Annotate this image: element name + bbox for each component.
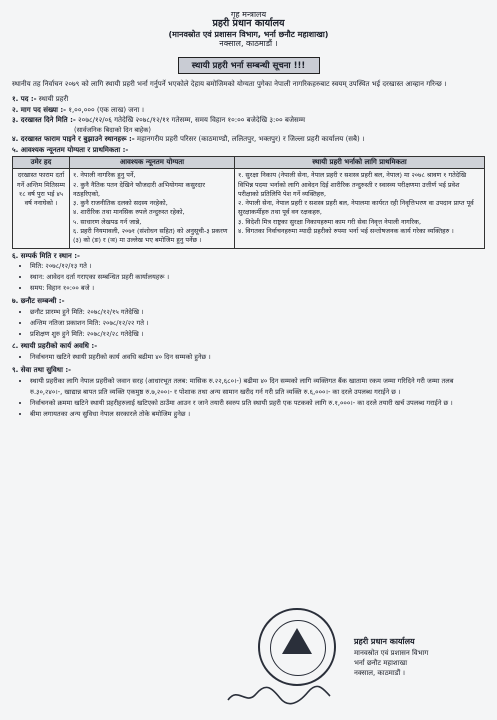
item-label: १. पद :-: [12, 95, 37, 104]
list-item: • निर्वाचनको क्रममा खटिने स्थायी प्रहरीहरुलाई खटिएको ठाउँमा आउन र जाने तयारी स्वरुप प्रति स्थायी प्रहरी एक पटकको लागि रु.१,०००।- का दरले तयारी खर्च उपलब्ध गराईने छ ।: [30, 398, 485, 409]
item-label: ४. दरखास्त फाराम पाइने र बुझाउने स्थानहरू :-: [12, 135, 135, 144]
priority-item: ३. विदेशी मित्र राष्ट्रका सुरक्षा निकायहरुमा काम गरी सेवा निवृत्त नेपाली नागरिक,: [238, 217, 421, 226]
department-name: (मानवस्रोत एवं प्रशासन विभाग, भर्ना छनौट महाशाखा): [168, 30, 329, 40]
item-value: १,००,००० (एक लाख) जना ।: [66, 105, 145, 114]
item-application-place: [12, 134, 485, 145]
item-vacancy: [12, 105, 485, 116]
list-item: • मिति: २०७८/१२/१३ गते ।: [30, 261, 485, 272]
list-item: • बीमा लगायतका अन्य सुविधा नेपाल सरकारले तोके बमोजिम हुनेछ ।: [30, 409, 360, 420]
item-date-note: (सार्वजनिक बिदाको दिन बाहेक): [74, 125, 151, 134]
seal-emblem-icon: [282, 628, 312, 654]
contact-section-heading: ६. सम्पर्क मिति र स्थान :-: [12, 251, 80, 260]
item-value: २०७८/१२/०६ गतेदेखि २०७८/१२/११ गतेसम्म, समय विहान १०:०० बजेदेखि ३:०० बजेसम्म: [75, 116, 306, 125]
duration-list: [12, 352, 485, 363]
item-value: स्थायी प्रहरी: [36, 95, 69, 104]
list-item: • अन्तिम नतिजा प्रकाशन मिति: २०७८/१२/२२ गते ।: [30, 318, 485, 329]
qualification-item: २. कुनै नैतिक पतन देखिने फौजदारी अभियोगमा कसुरदार नठहरिएको,: [73, 180, 206, 198]
qualification-item: ६. प्रहरी नियमावली, २०७१ (संशोधन सहित) को अनुसूची-३ प्रकरण (३) को (ङ) र (ञ) मा उल्लेख भए बमोजिम हुनु पर्नेछ ।: [73, 227, 228, 245]
item-label: ५. आवश्यक न्यूनतम योग्यता र प्राथमिकता :-: [12, 145, 129, 154]
item-qualification-heading: [12, 145, 485, 156]
header-qualification: आवश्यक न्यूनतम योग्यता: [70, 157, 235, 169]
footer-line: भर्ना छनौट महाशाखा: [354, 658, 408, 667]
age-limit-cell: दरखास्त फाराम दर्ता गर्ने अन्तिम मितिसम्म १८ वर्ष पुरा भई ४५ वर्ष ननाघेको ।: [13, 169, 70, 248]
signature-stroke: [228, 686, 330, 703]
contact-list: [12, 261, 485, 294]
footer-line: नक्साल, काठमाडौं ।: [354, 668, 406, 677]
office-seal: [258, 608, 336, 686]
qualification-cell: [70, 169, 235, 248]
table-header-row: [13, 157, 485, 169]
duration-section-heading: ८. स्थायी प्रहरीको कार्य अवधि :-: [12, 342, 98, 351]
list-item: • निर्वाचनमा खटिने स्थायी प्रहरीको कार्य अवधि बढीमा ४० दिन सम्मको हुनेछ ।: [30, 352, 485, 363]
signature: [224, 682, 334, 708]
benefits-list: [12, 376, 485, 420]
header-priority: स्थायी प्रहरी भर्नाको लागि प्राथमिकता: [235, 157, 485, 169]
item-label: २. माग पद संख्या :-: [12, 105, 67, 114]
office-name: प्रहरी प्रधान कार्यालय: [212, 18, 285, 30]
priority-cell: [235, 169, 485, 248]
priority-item: १. सुरक्षा निकाय (नेपाली सेना, नेपाल प्रहरी र सशस्त्र प्रहरी बल, नेपाल) मा २०७८ श्रावण १ गतेदेखि विभिन्न पदमा भर्नाको लागि आवेदन दिई शारीरिक तन्दुरुस्ती र स्वास्थ्य परीक्षणमा उत्तीर्ण भई प्रवेश परीक्षाको प्रतिलिपि पेश गर्ने व्यक्तिहरु,: [238, 171, 467, 198]
intro-paragraph: स्थानीय तह निर्वाचन २०७९ को लागि स्थायी प्रहरी भर्ना गर्नुपर्ने भएकोले देहाय बमोजिमको योग्यता पुगेका नेपाली नागरिकहरुबाट स्वयम् उपस्थित भई दरखास्त आव्हान गरिन्छ ।: [12, 80, 447, 89]
list-item: • छनौट प्रारम्भ हुने मिति: २०७८/१२/१५ गतेदेखि ।: [30, 307, 485, 318]
priority-item: ४. विगतका निर्वाचनहरुमा म्यादी प्रहरीको रुपमा भर्ना भई सन्तोषजनक कार्य गरेका व्यक्तिहरु ।: [238, 227, 454, 236]
qualification-item: ४. शारीरिक तथा मानसिक रुपले तन्दुरुस्त रहेको,: [73, 208, 185, 217]
office-location: नक्साल, काठमाडौं ।: [219, 39, 278, 49]
qualification-item: ५. साधारण लेखपढ गर्न जान्ने,: [73, 217, 142, 226]
ministry-name: गृह मन्त्रालय: [230, 10, 267, 19]
qualification-item: ३. कुनै राजनीतिक दलको सदस्य नरहेको,: [73, 199, 168, 208]
letterhead: [12, 10, 485, 48]
footer-office-name: प्रहरी प्रधान कार्यालय: [354, 637, 415, 646]
list-item: • स्थायी प्रहरीका लागि नेपाल प्रहरीको जवान सरह (आधारभूत तलब: मासिक रु.२२,६८०।-) बढीमा ४० दिन सम्मको लागि व्यक्तिगत बैंक खातामा रकम जम्मा गरिदिने गरी जम्मा तलब रु.३०,२४०।-, खाद्यान्न बापत प्रति व्यक्ति एकमुष्ठ रु.७,२००।- र पोशाक तथा अन्य सामान खरीद गर्न गरी प्रति व्यक्ति रु.६,०००।- का दरले उपलब्ध गराईने छ ।: [30, 376, 485, 398]
table-row: [13, 169, 485, 248]
selection-section-heading: ७. छनौट सम्बन्धी :-: [12, 297, 65, 306]
footer-line: मानवस्रोत एवं प्रशासन विभाग: [354, 648, 429, 657]
item-application-date: [12, 115, 485, 126]
list-item: • समय: विहान १०:०० बजे ।: [30, 283, 485, 294]
header-age: उमेर हद: [13, 157, 70, 169]
notice-title: स्थायी प्रहरी भर्ना सम्बन्धी सूचना !!!: [178, 57, 320, 74]
qualification-item: १. नेपाली नागरिक हुनु पर्ने,: [73, 171, 136, 180]
list-item: • प्रशिक्षण शुरु हुने मिति: २०७८/१२/२८ गतेदेखि ।: [30, 329, 485, 340]
selection-list: [12, 307, 485, 340]
item-value: महानगरीय प्रहरी परिसर (काठमाण्डौ, ललितपुर, भक्तपुर) र जिल्ला प्रहरी कार्यालय (सबै) ।: [134, 135, 365, 144]
item-label: ३. दरखास्त दिने मिति :-: [12, 116, 76, 125]
footer-office-block: [354, 636, 428, 678]
item-post: [12, 94, 485, 105]
qualification-table: [12, 156, 485, 248]
list-item: • स्थान: आवेदन दर्ता गराएका सम्बन्धित प्रहरी कार्यालयहरू ।: [30, 272, 485, 283]
benefits-section-heading: ९. सेवा तथा सुविधा :-: [12, 366, 72, 375]
priority-item: २. नेपाली सेना, नेपाल प्रहरी र सशस्त्र प्रहरी बल, नेपालमा कार्यरत रही निवृत्तिभरण वा उपदान प्राप्त पूर्व सुरक्षाकर्मीहरु तथा पूर्व वन रक्षकहरु,: [238, 199, 474, 217]
